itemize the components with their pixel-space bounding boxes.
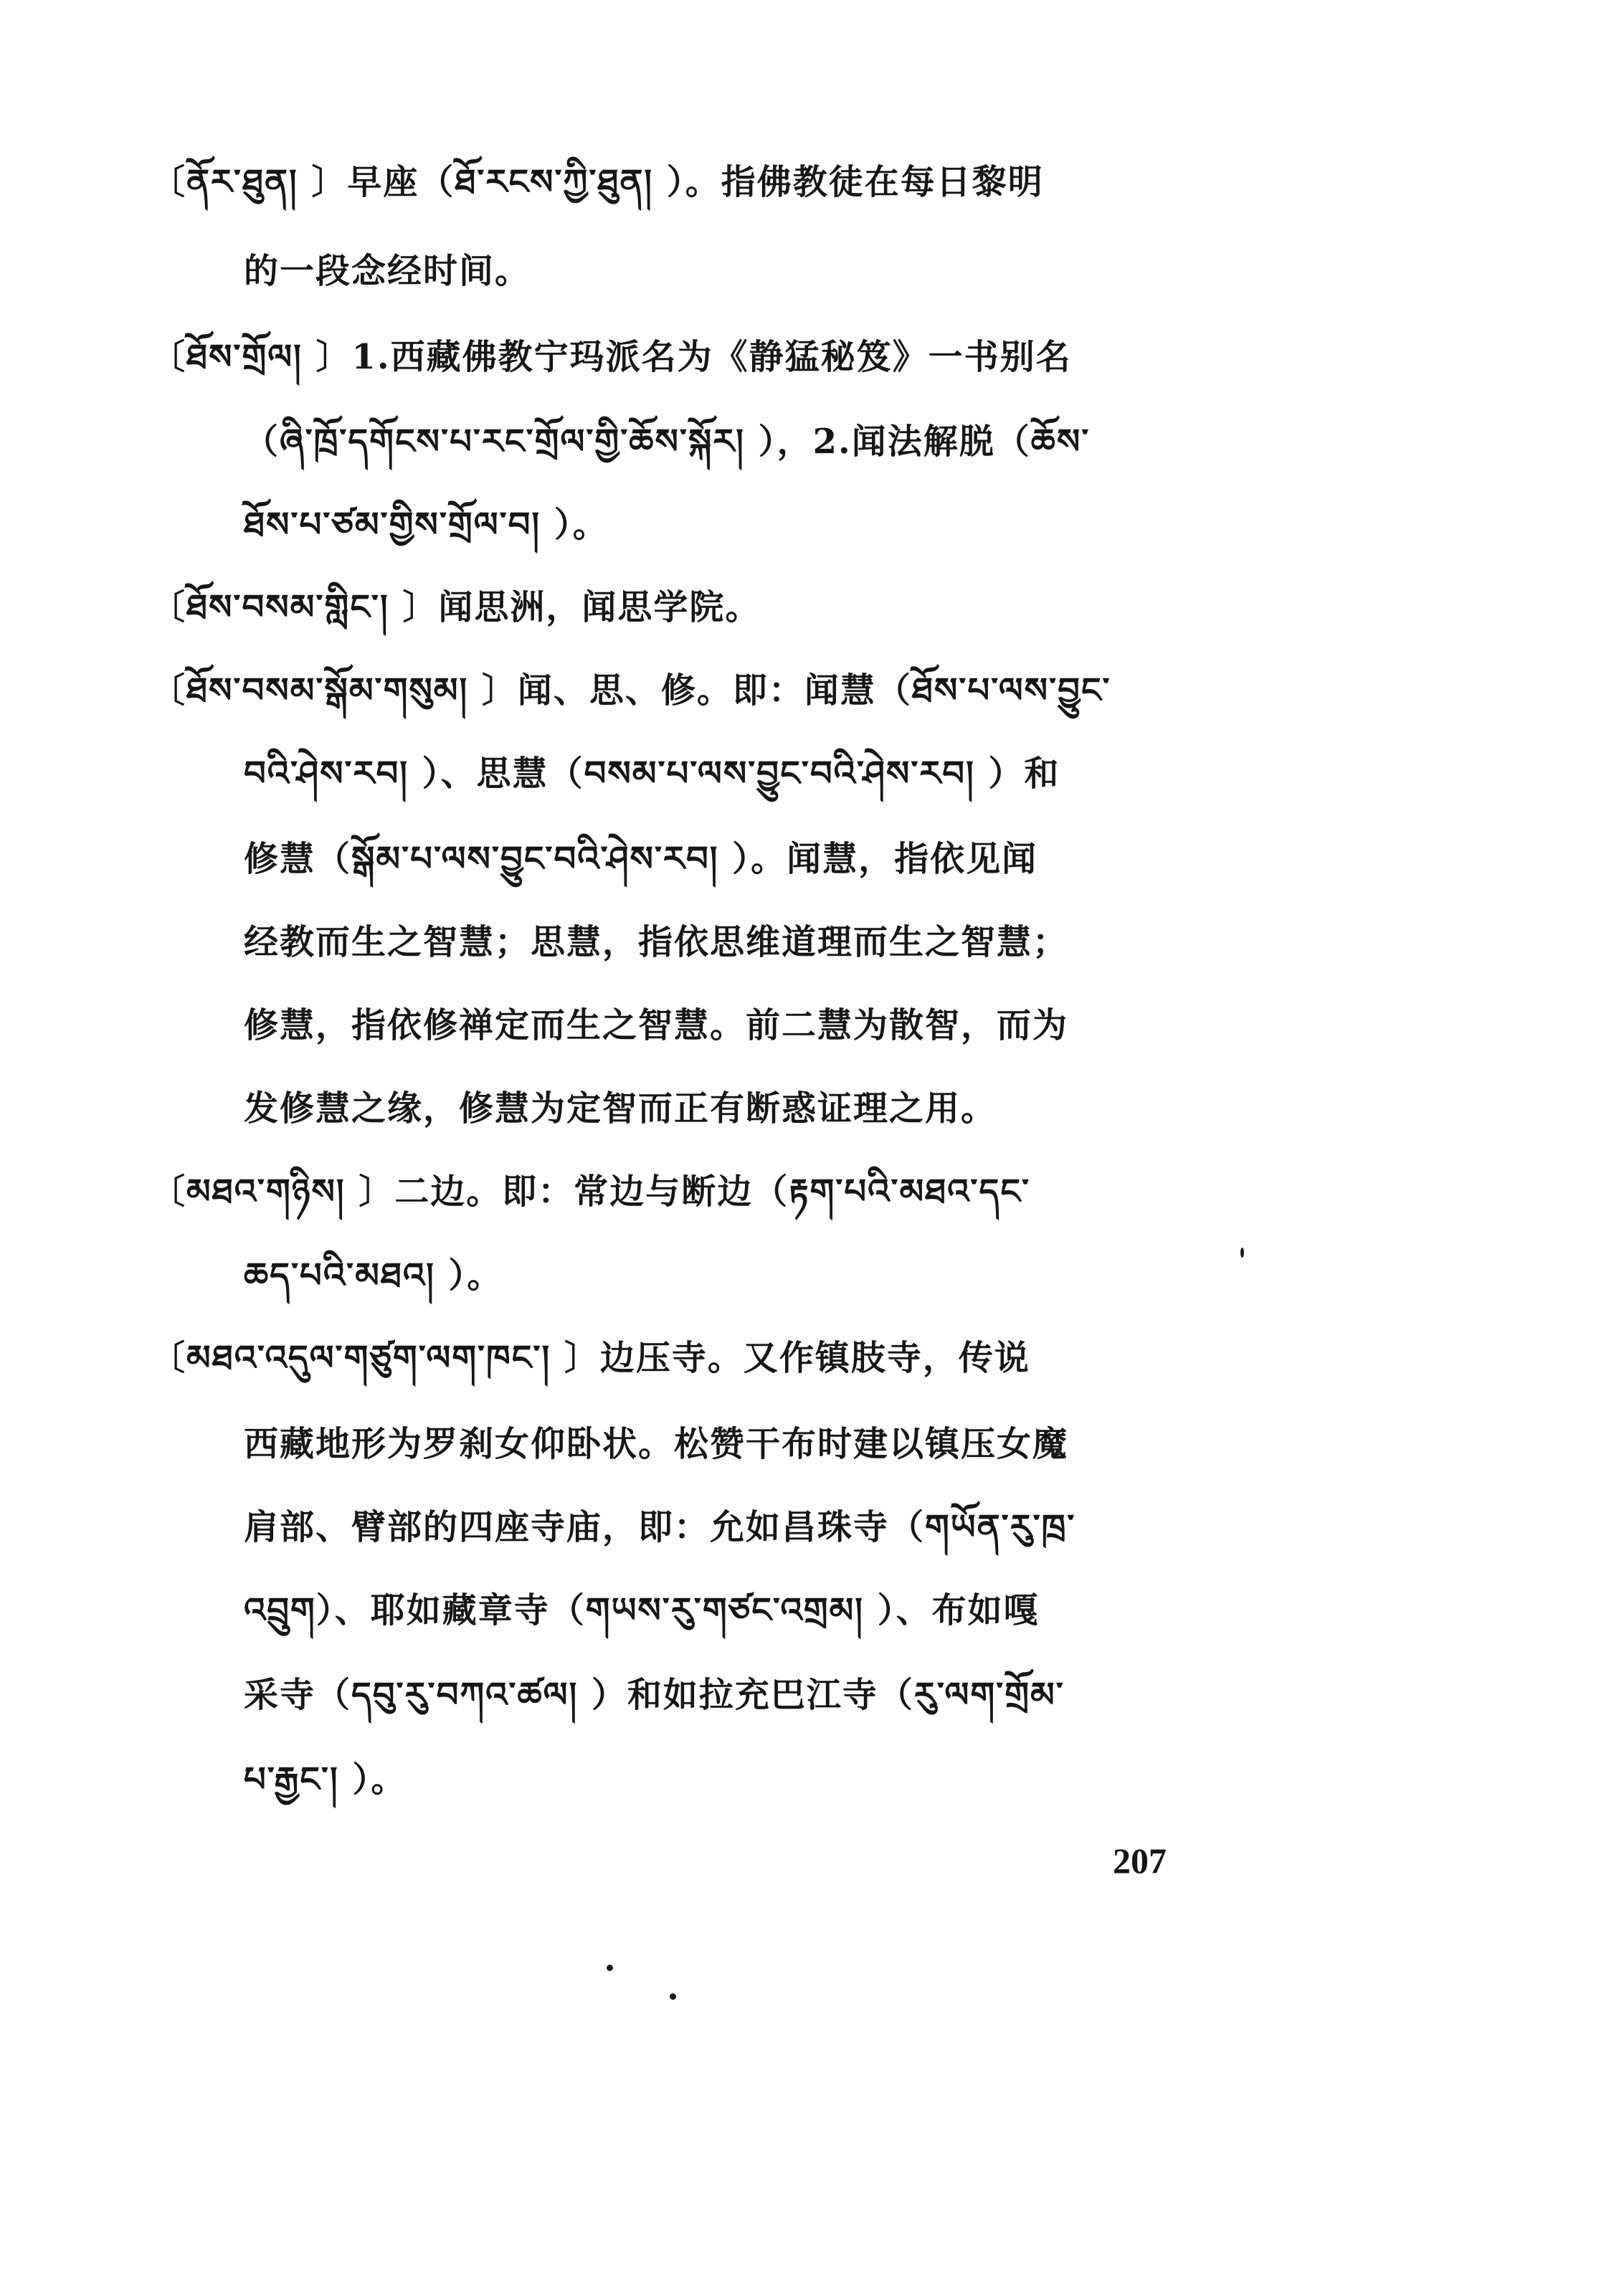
entry-line: 的一段念经时间。 <box>244 251 531 291</box>
scan-speck <box>1240 1248 1244 1258</box>
entry-line: 〔མཐའ་གཉིས། 〕二边。即：常边与断边（རྟག་པའི་མཐའ་དང་ <box>151 1172 1031 1212</box>
entry-line: བའི་ཤེས་རབ། ）、思慧（བསམ་པ་ལས་བྱུང་བའི་ཤེས་རབ། ）和 <box>244 754 1060 794</box>
entry-line: 修慧，指依修禅定而生之智慧。前二慧为散智，而为 <box>244 1005 1069 1045</box>
scan-speck <box>607 1965 613 1971</box>
entry-line: 肩部、臂部的四座寺庙，即：允如昌珠寺（གཡོན་རུ་ཁྲ་ <box>244 1507 1076 1547</box>
entry-line: 修慧（སྒོམ་པ་ལས་བྱུང་བའི་ཤེས་རབ། ）。闻慧，指依见闻 <box>244 839 1038 879</box>
entry-line: 〔ཐོས་བསམ་གླིང་། 〕闻思洲，闻思学院。 <box>151 587 761 627</box>
page-number: 207 <box>1113 1841 1167 1881</box>
entry-line: ཆད་པའི་མཐའ། ）。 <box>244 1255 503 1296</box>
entry-line: 西藏地形为罗刹女仰卧状。松赞干布时建以镇压女魔 <box>244 1424 1069 1464</box>
scan-speck <box>670 1993 676 2000</box>
entry-line: 〔ཐོས་བསམ་སྒོམ་གསུམ། 〕闻、思、修。即：闻慧（ཐོས་པ་ལས་བྱུང་ <box>151 670 1111 711</box>
entry-line: 〔ནོར་ཐུན། 〕早座（ཐོ་རངས་ཀྱི་ཐུན། ）。指佛教徒在每日黎明 <box>151 162 1044 202</box>
entry-line: 发修慧之缘，修慧为定智而正有断惑证理之用。 <box>244 1088 997 1129</box>
entry-line: （ཞི་ཁྲོ་དགོངས་པ་རང་གྲོལ་གྱི་ཆོས་སྐོར། ），2.闻法解脱（ཆོས་ <box>244 422 1091 462</box>
entry-line: འབྲུག）、耶如藏章寺（གཡས་རུ་གཙང་འགྲམ། ）、布如嘎 <box>244 1590 1040 1630</box>
entry-line: 〔མཐའ་འདུལ་གཙུག་ལག་ཁང་། 〕边压寺。又作镇肢寺，传说 <box>151 1338 1030 1378</box>
entry-line: 〔ཐོས་གྲོལ། 〕1.西藏佛教宁玛派名为《静猛秘笈》一书别名 <box>151 337 1072 377</box>
entry-line: 经教而生之智慧；思慧，指依思维道理而生之智慧； <box>244 922 1069 962</box>
entry-line: 采寺（དབུ་རུ་བཀའ་ཚལ། ）和如拉充巴江寺（རུ་ལག་གྲོམ་ <box>244 1675 1065 1715</box>
entry-line: པ་རྒྱང་། ）。 <box>244 1760 407 1800</box>
entry-line: ཐོས་པ་ཙམ་གྱིས་གྲོལ་བ། ）。 <box>244 505 609 545</box>
